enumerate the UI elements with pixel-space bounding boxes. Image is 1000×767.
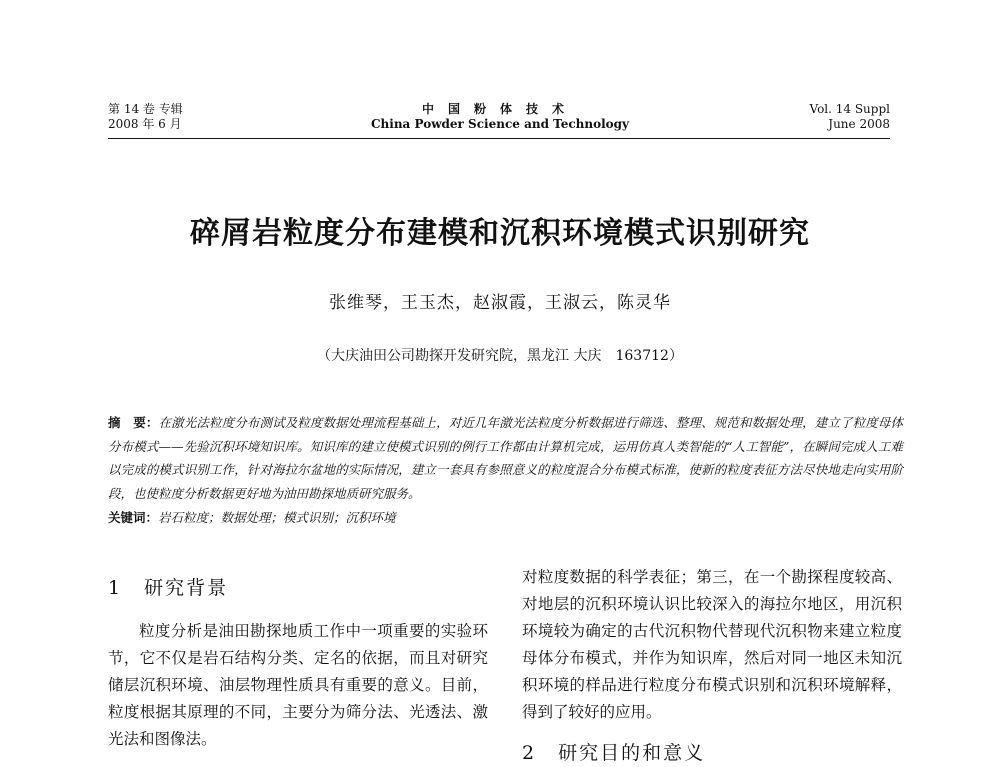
date-en: June 2008	[828, 117, 890, 131]
right-column-paragraph: 对粒度数据的科学表征；第三，在一个勘探程度较高、对地层的沉积环境认识比较深入的海拉尔地区，用沉积环境较为确定的古代沉积物代替现代沉积物来建立粒度母体分布模式，并作为知识库，然后对同一地区未知沉积环境的样品进行粒度分布模式识别和沉积环境解释，得到了较好的应用。	[522, 568, 902, 721]
volume-cn: 第 14 卷 专辑	[108, 102, 183, 116]
abstract	[108, 411, 903, 505]
section-1-paragraph: 粒度分析是油田勘探地质工作中一项重要的实验环节，它不仅是岩石结构分类、定名的依据，而且对研究储层沉积环境、油层物理性质具有重要的意义。目前，粒度根据其原理的不同，主要分为筛分法、光透法、激光法和图像法。	[108, 622, 488, 748]
journal-name-cn: 中国粉体技术	[421, 102, 578, 116]
body-column-left	[108, 575, 488, 753]
keywords-text: 岩石粒度；数据处理；模式识别；沉积环境	[158, 510, 396, 525]
author-list: 张维琴，王玉杰，赵淑霞，王淑云，陈灵华	[329, 293, 671, 313]
section-1-title: 研究背景	[144, 577, 229, 599]
abstract-label: 摘 要：	[108, 415, 159, 430]
section-1-number: 1	[108, 577, 123, 599]
section-1-heading	[108, 575, 488, 602]
volume-en: Vol. 14 Suppl	[809, 102, 890, 116]
abstract-text: 在激光法粒度分布测试及粒度数据处理流程基础上，对近几年激光法粒度分析数据进行筛选、整理、规范和数据处理，建立了粒度母体分布模式——先验沉积环境知识库。知识库的建立使模式识别的例行工作都由计算机完成，运用仿真人类智能的“人工智能”，在瞬间完成人工难以完成的模式识别工作，针对海拉尔盆地的实际情况，建立一套具有参照意义的粒度混合分布模式标准，使新的粒度表征方法尽快地走向实用阶段，也使粒度分析数据更好地为油田勘探地质研究服务。	[108, 415, 903, 501]
section-2-number: 2	[522, 742, 537, 764]
keywords-label: 关键词：	[108, 510, 159, 525]
body-column-right	[522, 564, 902, 767]
keywords	[108, 508, 903, 528]
section-2-heading	[522, 740, 902, 767]
date-cn: 2008 年 6 月	[108, 117, 182, 131]
running-header-right	[810, 102, 891, 132]
header-rule	[108, 138, 890, 139]
article-title: 碎屑岩粒度分布建模和沉积环境模式识别研究	[190, 216, 810, 251]
journal-name-en: China Powder Science and Technology	[370, 117, 630, 131]
section-2-title: 研究目的和意义	[558, 742, 706, 764]
affiliation: （大庆油田公司勘探开发研究院，黑龙江 大庆 163712）	[317, 348, 683, 364]
